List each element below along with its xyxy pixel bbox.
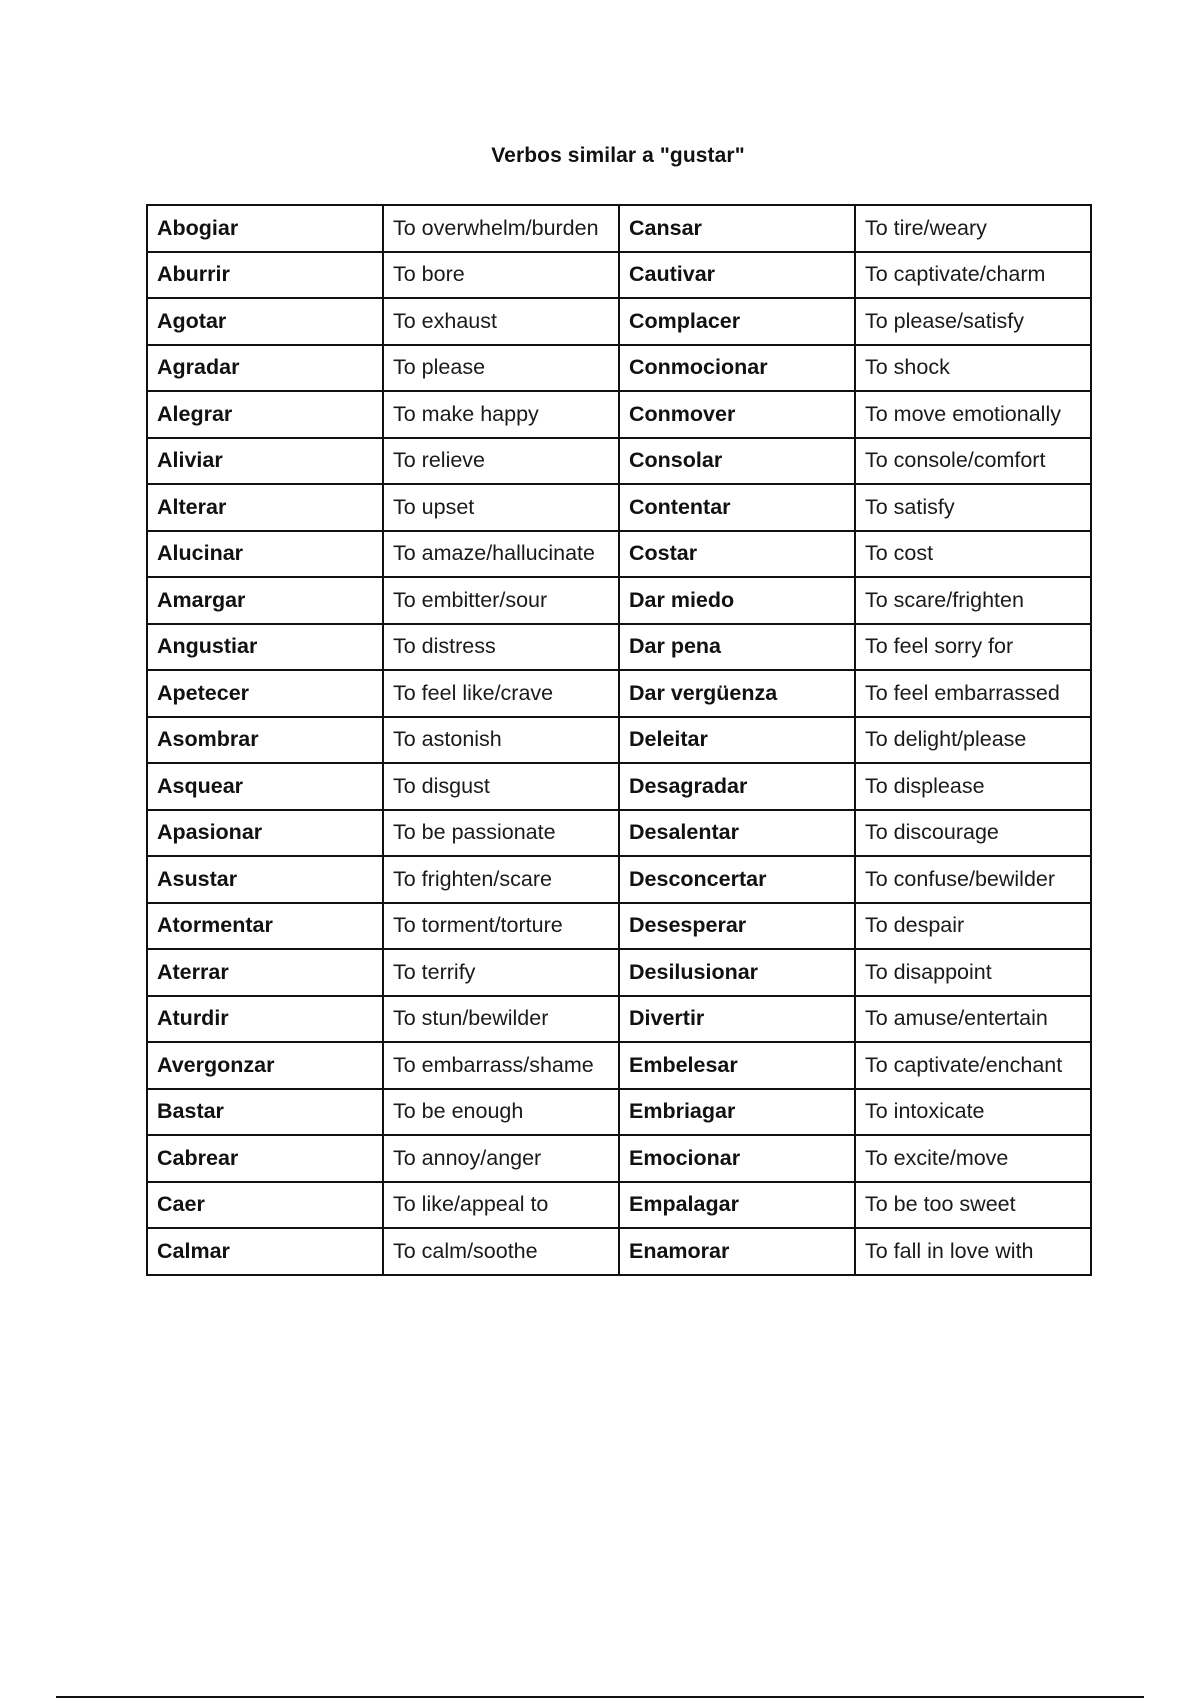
- english-meaning-cell: To feel sorry for: [855, 624, 1091, 671]
- english-meaning-cell: To terrify: [383, 949, 619, 996]
- spanish-verb-cell: Desesperar: [619, 903, 855, 950]
- table-row: [147, 1228, 1091, 1275]
- english-meaning-cell: To stun/bewilder: [383, 996, 619, 1043]
- spanish-verb-cell: Cautivar: [619, 252, 855, 299]
- spanish-verb-cell: Conmocionar: [619, 345, 855, 392]
- english-meaning-cell: To feel like/crave: [383, 670, 619, 717]
- spanish-verb-cell: Desilusionar: [619, 949, 855, 996]
- english-meaning-cell: To delight/please: [855, 717, 1091, 764]
- english-meaning-cell: To annoy/anger: [383, 1135, 619, 1182]
- spanish-verb-cell: Apasionar: [147, 810, 383, 857]
- english-meaning-cell: To relieve: [383, 438, 619, 485]
- spanish-verb-cell: Amargar: [147, 577, 383, 624]
- english-meaning-cell: To be passionate: [383, 810, 619, 857]
- english-meaning-cell: To embarrass/shame: [383, 1042, 619, 1089]
- english-meaning-cell: To shock: [855, 345, 1091, 392]
- english-meaning-cell: To calm/soothe: [383, 1228, 619, 1275]
- table-row: [147, 1135, 1091, 1182]
- english-meaning-cell: To overwhelm/burden: [383, 205, 619, 252]
- spanish-verb-cell: Alegrar: [147, 391, 383, 438]
- spanish-verb-cell: Enamorar: [619, 1228, 855, 1275]
- spanish-verb-cell: Agotar: [147, 298, 383, 345]
- spanish-verb-cell: Apetecer: [147, 670, 383, 717]
- english-meaning-cell: To upset: [383, 484, 619, 531]
- table-row: [147, 391, 1091, 438]
- spanish-verb-cell: Alucinar: [147, 531, 383, 578]
- spanish-verb-cell: Desalentar: [619, 810, 855, 857]
- english-meaning-cell: To embitter/sour: [383, 577, 619, 624]
- english-meaning-cell: To distress: [383, 624, 619, 671]
- spanish-verb-cell: Avergonzar: [147, 1042, 383, 1089]
- spanish-verb-cell: Bastar: [147, 1089, 383, 1136]
- english-meaning-cell: To scare/frighten: [855, 577, 1091, 624]
- table-row: [147, 810, 1091, 857]
- english-meaning-cell: To make happy: [383, 391, 619, 438]
- english-meaning-cell: To astonish: [383, 717, 619, 764]
- spanish-verb-cell: Asustar: [147, 856, 383, 903]
- table-row: [147, 484, 1091, 531]
- english-meaning-cell: To please/satisfy: [855, 298, 1091, 345]
- spanish-verb-cell: Asombrar: [147, 717, 383, 764]
- table-row: [147, 763, 1091, 810]
- table-row: [147, 577, 1091, 624]
- spanish-verb-cell: Caer: [147, 1182, 383, 1229]
- spanish-verb-cell: Desagradar: [619, 763, 855, 810]
- spanish-verb-cell: Calmar: [147, 1228, 383, 1275]
- page-title: Verbos similar a "gustar": [491, 144, 745, 167]
- spanish-verb-cell: Cabrear: [147, 1135, 383, 1182]
- english-meaning-cell: To disgust: [383, 763, 619, 810]
- english-meaning-cell: To tire/weary: [855, 205, 1091, 252]
- spanish-verb-cell: Aburrir: [147, 252, 383, 299]
- spanish-verb-cell: Cansar: [619, 205, 855, 252]
- english-meaning-cell: To please: [383, 345, 619, 392]
- english-meaning-cell: To disappoint: [855, 949, 1091, 996]
- footer-rule: [56, 1696, 1144, 1698]
- english-meaning-cell: To like/appeal to: [383, 1182, 619, 1229]
- spanish-verb-cell: Desconcertar: [619, 856, 855, 903]
- english-meaning-cell: To console/comfort: [855, 438, 1091, 485]
- spanish-verb-cell: Atormentar: [147, 903, 383, 950]
- english-meaning-cell: To frighten/scare: [383, 856, 619, 903]
- table-row: [147, 298, 1091, 345]
- spanish-verb-cell: Abogiar: [147, 205, 383, 252]
- spanish-verb-cell: Deleitar: [619, 717, 855, 764]
- spanish-verb-cell: Conmover: [619, 391, 855, 438]
- table-row: [147, 717, 1091, 764]
- spanish-verb-cell: Dar vergüenza: [619, 670, 855, 717]
- table-row: [147, 856, 1091, 903]
- english-meaning-cell: To feel embarrassed: [855, 670, 1091, 717]
- english-meaning-cell: To torment/torture: [383, 903, 619, 950]
- table-row: [147, 670, 1091, 717]
- english-meaning-cell: To captivate/charm: [855, 252, 1091, 299]
- english-meaning-cell: To satisfy: [855, 484, 1091, 531]
- english-meaning-cell: To cost: [855, 531, 1091, 578]
- spanish-verb-cell: Embriagar: [619, 1089, 855, 1136]
- english-meaning-cell: To be too sweet: [855, 1182, 1091, 1229]
- spanish-verb-cell: Costar: [619, 531, 855, 578]
- spanish-verb-cell: Consolar: [619, 438, 855, 485]
- spanish-verb-cell: Agradar: [147, 345, 383, 392]
- spanish-verb-cell: Complacer: [619, 298, 855, 345]
- table-row: [147, 1089, 1091, 1136]
- verbs-table-body: [147, 205, 1091, 1275]
- spanish-verb-cell: Angustiar: [147, 624, 383, 671]
- spanish-verb-cell: Contentar: [619, 484, 855, 531]
- english-meaning-cell: To confuse/bewilder: [855, 856, 1091, 903]
- english-meaning-cell: To captivate/enchant: [855, 1042, 1091, 1089]
- english-meaning-cell: To exhaust: [383, 298, 619, 345]
- table-row: [147, 624, 1091, 671]
- table-row: [147, 438, 1091, 485]
- spanish-verb-cell: Divertir: [619, 996, 855, 1043]
- table-row: [147, 1182, 1091, 1229]
- table-row: [147, 345, 1091, 392]
- table-row: [147, 252, 1091, 299]
- spanish-verb-cell: Asquear: [147, 763, 383, 810]
- english-meaning-cell: To bore: [383, 252, 619, 299]
- table-row: [147, 205, 1091, 252]
- table-row: [147, 949, 1091, 996]
- table-row: [147, 531, 1091, 578]
- spanish-verb-cell: Aturdir: [147, 996, 383, 1043]
- spanish-verb-cell: Embelesar: [619, 1042, 855, 1089]
- english-meaning-cell: To move emotionally: [855, 391, 1091, 438]
- spanish-verb-cell: Emocionar: [619, 1135, 855, 1182]
- spanish-verb-cell: Aterrar: [147, 949, 383, 996]
- english-meaning-cell: To intoxicate: [855, 1089, 1091, 1136]
- english-meaning-cell: To excite/move: [855, 1135, 1091, 1182]
- spanish-verb-cell: Dar pena: [619, 624, 855, 671]
- verbs-table: [146, 204, 1092, 1276]
- english-meaning-cell: To amaze/hallucinate: [383, 531, 619, 578]
- english-meaning-cell: To despair: [855, 903, 1091, 950]
- spanish-verb-cell: Alterar: [147, 484, 383, 531]
- spanish-verb-cell: Dar miedo: [619, 577, 855, 624]
- table-row: [147, 903, 1091, 950]
- english-meaning-cell: To be enough: [383, 1089, 619, 1136]
- table-row: [147, 996, 1091, 1043]
- spanish-verb-cell: Empalagar: [619, 1182, 855, 1229]
- english-meaning-cell: To displease: [855, 763, 1091, 810]
- spanish-verb-cell: Aliviar: [147, 438, 383, 485]
- english-meaning-cell: To fall in love with: [855, 1228, 1091, 1275]
- table-row: [147, 1042, 1091, 1089]
- english-meaning-cell: To amuse/entertain: [855, 996, 1091, 1043]
- english-meaning-cell: To discourage: [855, 810, 1091, 857]
